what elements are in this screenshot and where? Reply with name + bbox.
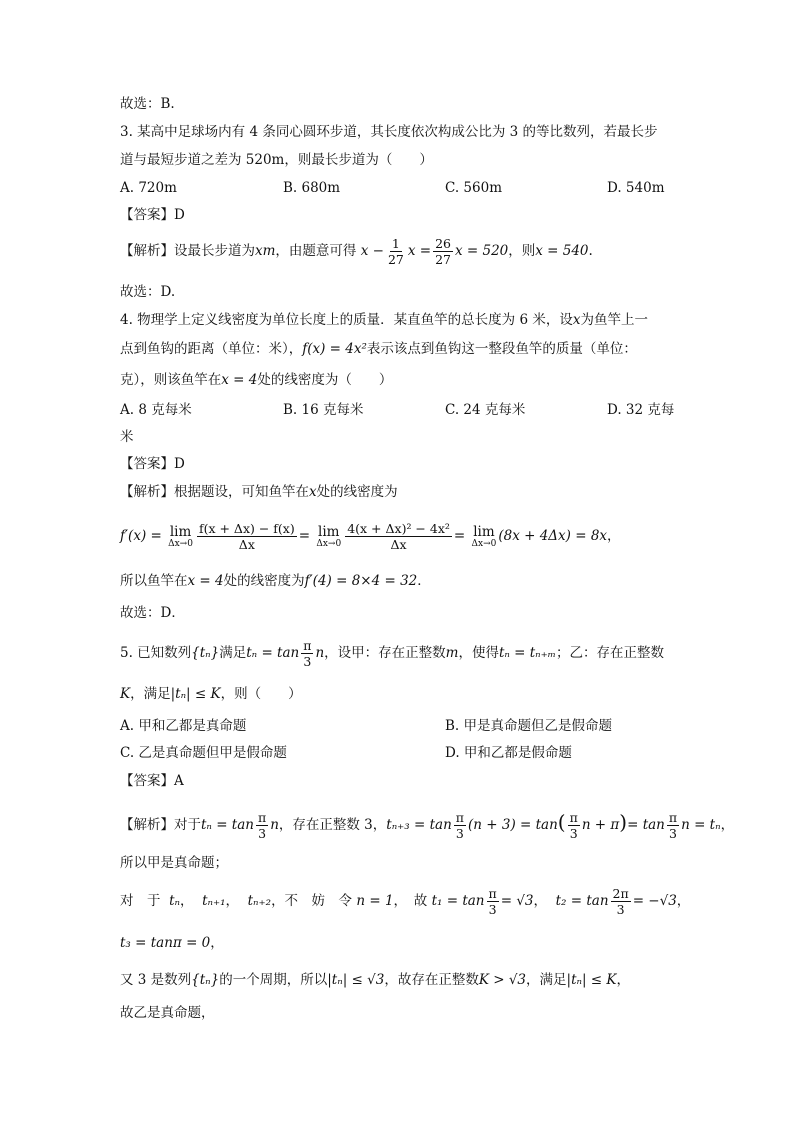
q5-t3-value: t₃ = tanπ = 0， xyxy=(120,935,224,951)
question-4-stem-cont: 点到鱼钩的距离（单位：米），f(x) = 4x²表示该点到鱼钩这一整段鱼竿的质量（单位： xyxy=(120,341,637,357)
selection-line: 故选：B. xyxy=(120,96,175,112)
q5-evaluation: 对 于 tₙ， tₙ₊₁， tₙ₊₂，不 妨 令 n = 1， 故 t₁ = tan $\frac{\pi}{3}$ = √3， t₂ = tan $\frac{2\pi}{3}$ = −√3， xyxy=(120,886,691,917)
q4-selection: 故选：D． xyxy=(120,605,185,621)
q3-explanation: 【解析】设最长步道为xm，由题意可得 x − $\frac{1}{27}$ x = $\frac{26}{27}$ x = 520，则x = 540. xyxy=(120,236,593,267)
q5-answer: 【答案】A xyxy=(120,773,184,789)
q3-option-b: B. 680m xyxy=(283,180,341,196)
q5-explanation: 【解析】对于tₙ = tan $\frac{\pi}{3}$ n，存在正整数 3，tₙ₊₃ = tan $\frac{\pi}{3}$ (n + 3) = tan( $\frac{\pi}{3}$ n + π)= tan $\frac{\pi}{3}$ n = tₙ， xyxy=(120,810,735,841)
q5-option-d: D. 甲和乙都是假命题 xyxy=(445,745,572,761)
q4-explanation: 【解析】根据题设，可知鱼竿在x处的线密度为 xyxy=(120,484,398,500)
q4-option-c: C. 24 克每米 xyxy=(445,402,526,418)
question-5-stem: 5. 已知数列{tₙ}满足tₙ = tan $\frac{\pi}{3}$ n，设甲：存在正整数m，使得tₙ = tₙ₊ₘ；乙：存在正整数 xyxy=(120,638,665,669)
question-5-stem-cont: K，满足|tₙ| ≤ K，则（ ） xyxy=(120,686,302,702)
q4-answer: 【答案】D xyxy=(120,456,185,472)
q3-option-d: D. 540m xyxy=(607,180,665,196)
q3-selection: 故选：D. xyxy=(120,284,176,300)
q4-conclusion: 所以鱼竿在x = 4处的线密度为f′(4) = 8×4 = 32． xyxy=(120,573,431,589)
question-3-stem-cont: 道与最短步道之差为 520m，则最长步道为（ ） xyxy=(120,152,433,168)
q4-option-a: A. 8 克每米 xyxy=(120,402,192,418)
q3-option-c: C. 560m xyxy=(445,180,502,196)
question-3-stem: 3. 某高中足球场内有 4 条同心圆环步道，其长度依次构成公比为 3 的等比数列，若最长步 xyxy=(120,124,658,140)
q4-derivative-formula: f′(x) = lim Δx→0 $\frac{f(x + \Delta x) - f(x)}{\Delta x}$ = lim Δx→0 $\frac{\text{4(x + Δx)² − 4x²}}{\Delta x}$ = lim Δx→0 (8x + 4Δx) = 8x， xyxy=(120,521,621,552)
q3-option-a: A. 720m xyxy=(120,180,177,196)
question-4-stem: 4. 物理学上定义线密度为单位长度上的质量．某直鱼竿的总长度为 6 米，设x为鱼竿上一 xyxy=(120,312,648,328)
q5-period-argument: 又 3 是数列{tₙ}的一个周期，所以|tₙ| ≤ √3，故存在正整数K > √3，满足|tₙ| ≤ K， xyxy=(120,972,630,988)
question-4-stem-end: 克），则该鱼竿在x = 4处的线密度为（ ） xyxy=(120,372,393,388)
q5-option-a: A. 甲和乙都是真命题 xyxy=(120,718,247,734)
q4-option-d-cont: 米 xyxy=(120,429,134,445)
q5-option-c: C. 乙是真命题但甲是假命题 xyxy=(120,745,287,761)
q4-option-b: B. 16 克每米 xyxy=(283,402,364,418)
q5-true-1: 所以甲是真命题； xyxy=(120,855,228,871)
q5-true-2: 故乙是真命题， xyxy=(120,1005,215,1021)
q5-option-b: B. 甲是真命题但乙是假命题 xyxy=(445,718,613,734)
q3-answer: 【答案】D xyxy=(120,207,185,223)
q4-option-d: D. 32 克每 xyxy=(607,402,675,418)
